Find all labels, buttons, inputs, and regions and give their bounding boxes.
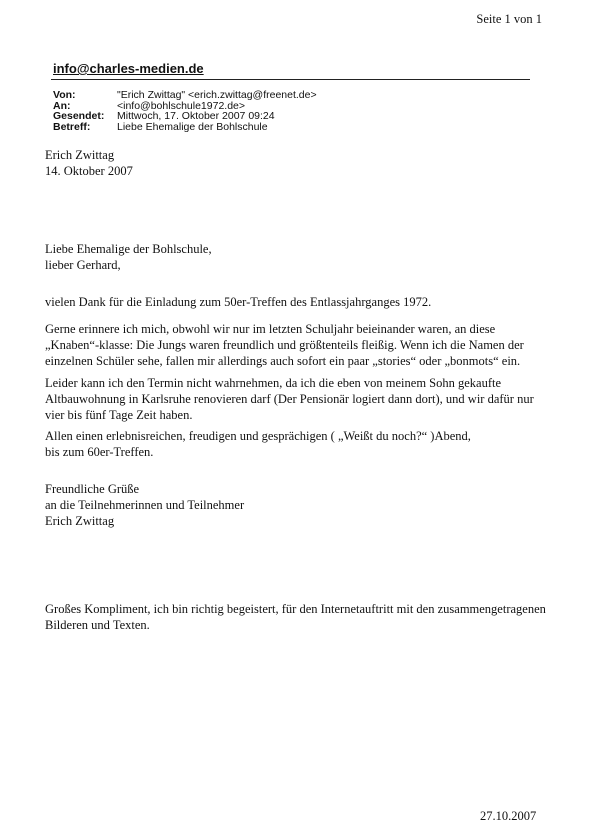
paragraph-line: vier bis fünf Tage Zeit haben. [45, 408, 193, 422]
paragraph-line: einzelnen Schüler sehe, fallen mir allerdings auch sofort ein paar „stories“ oder „bonmots“ ein. [45, 354, 521, 368]
closing-signature: Erich Zwittag [45, 514, 115, 528]
paragraph-memories [45, 321, 524, 369]
paragraph-line: „Knaben“-klasse: Die Jungs waren freundlich und größtenteils fleißig. Wenn ich die Namen der [45, 338, 524, 352]
header-label-subject: Betreff: [53, 120, 91, 133]
header-label-from: Von: [53, 89, 76, 101]
paragraph-line: Allen einen erlebnisreichen, freudigen und gesprächigen ( „Weißt du noch?“ )Abend, [45, 429, 471, 443]
greeting-line: Liebe Ehemalige der Bohlschule, [45, 242, 212, 256]
postscript-line: Bilderen und Texten. [45, 618, 150, 632]
paragraph-regrets [45, 375, 534, 423]
sender-date: 14. Oktober 2007 [45, 164, 133, 178]
paragraph-thanks [45, 294, 431, 310]
email-header-block [53, 90, 317, 132]
greeting-line: lieber Gerhard, [45, 258, 121, 272]
header-row-subject [53, 122, 317, 133]
letter-closing [45, 481, 244, 529]
paragraph-wishes [45, 428, 471, 460]
header-row-from [53, 90, 317, 101]
sender-name: Erich Zwittag [45, 148, 115, 162]
paragraph-line: Altbauwohnung in Karlsruhe renovieren darf (Der Pensionär logiert dann dort), und wir dafür nur [45, 392, 534, 406]
header-value-to: <info@bohlschule1972.de> [117, 99, 246, 112]
email-account-title: info@charles-medien.de [53, 61, 204, 76]
letter-sender-block [45, 147, 133, 179]
letter-greeting [45, 241, 212, 273]
page-number-header: Seite 1 von 1 [476, 12, 542, 26]
header-label-to: An: [53, 99, 71, 112]
paragraph-line: Gerne erinnere ich mich, obwohl wir nur im letzten Schuljahr beieinander waren, an diese [45, 322, 496, 336]
paragraph-line: vielen Dank für die Einladung zum 50er-Treffen des Entlassjahrganges 1972. [45, 295, 432, 309]
postscript-line: Großes Kompliment, ich bin richtig begeistert, für den Internetauftritt mit den zusammengetragenen [45, 602, 546, 616]
header-value-sent: Mittwoch, 17. Oktober 2007 09:24 [117, 110, 275, 122]
header-row-sent [53, 111, 317, 122]
print-date-footer: 27.10.2007 [480, 809, 537, 823]
header-value-subject: Liebe Ehemalige der Bohlschule [117, 120, 268, 133]
header-value-from: "Erich Zwittag" <erich.zwittag@freenet.de> [117, 89, 317, 101]
paragraph-line: Leider kann ich den Termin nicht wahrnehmen, da ich die eben von meinem Sohn gekaufte [45, 376, 502, 390]
closing-line: an die Teilnehmerinnen und Teilnehmer [45, 498, 245, 512]
header-label-sent: Gesendet: [53, 110, 105, 122]
closing-line: Freundliche Grüße [45, 482, 140, 496]
header-divider [51, 79, 530, 80]
letter-postscript [45, 601, 546, 633]
paragraph-line: bis zum 60er-Treffen. [45, 445, 154, 459]
